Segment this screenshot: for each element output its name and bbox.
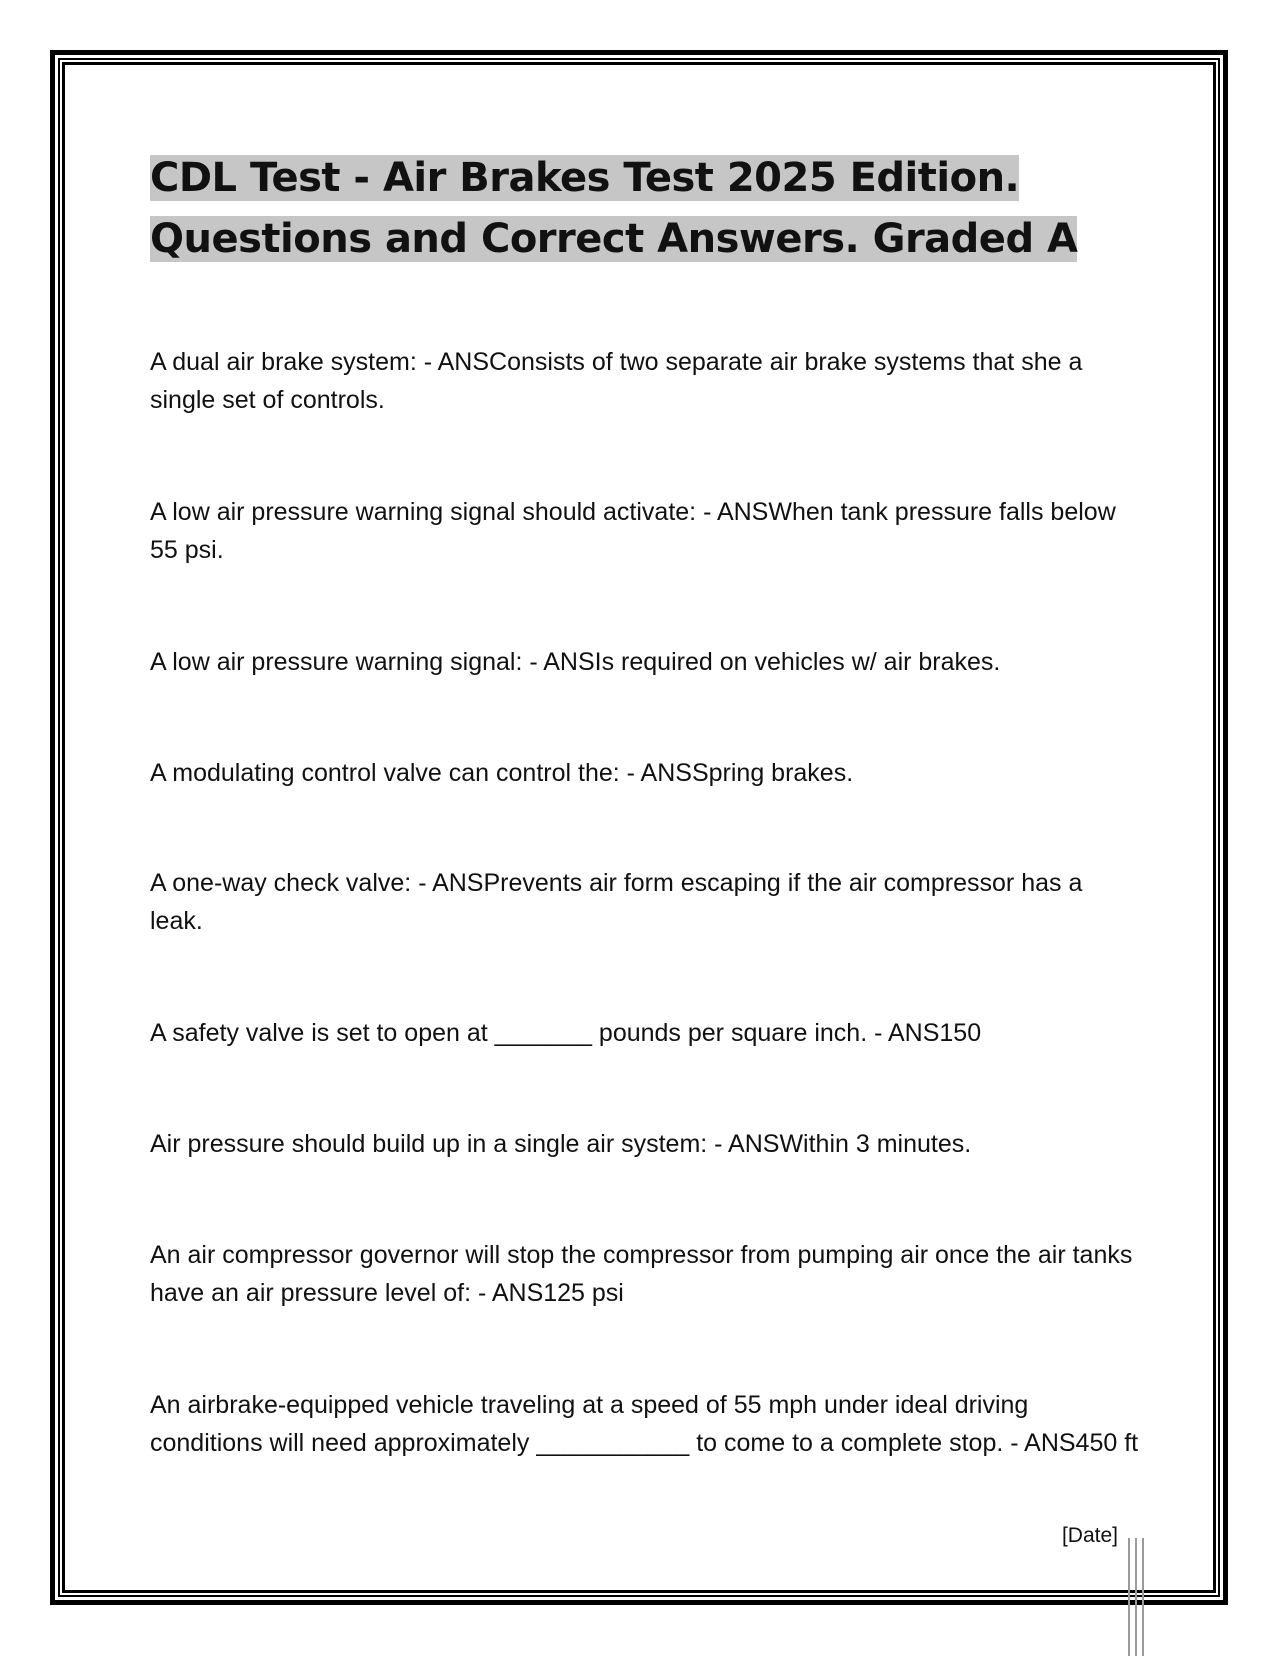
question-answer-item: A safety valve is set to open at _______ pounds per square inch. - ANS150	[150, 1019, 982, 1047]
question-answer-item: Air pressure should build up in a single air system: - ANSWithin 3 minutes.	[150, 1130, 972, 1158]
question-answer-item: A low air pressure warning signal: - ANSIs required on vehicles w/ air brakes.	[150, 648, 1001, 676]
title-line-2: Questions and Correct Answers. Graded A	[150, 216, 1078, 262]
question-answer-item: An air compressor governor will stop the compressor from pumping air once the air tanks have an air pressure level of: - ANS125 psi	[150, 1241, 1133, 1307]
page-border-inner	[62, 62, 1216, 1593]
document-title	[150, 148, 1150, 270]
question-answer-item: A low air pressure warning signal should activate: - ANSWhen tank pressure falls below 55 psi.	[150, 498, 1116, 564]
question-answer-item: A modulating control valve can control the: - ANSSpring brakes.	[150, 759, 854, 787]
decorative-vertical-lines	[1128, 1538, 1144, 1656]
question-answer-item: A dual air brake system: - ANSConsists of two separate air brake systems that she a single set of controls.	[150, 348, 1083, 414]
footer-date: [Date]	[1061, 1524, 1118, 1547]
question-answer-item: A one-way check valve: - ANSPrevents air form escaping if the air compressor has a leak.	[150, 869, 1083, 935]
question-answer-item: An airbrake-equipped vehicle traveling at a speed of 55 mph under ideal driving conditions will need approximately ___________ to come to a complete stop. - ANS450 ft	[150, 1391, 1139, 1457]
title-line-1: CDL Test - Air Brakes Test 2025 Edition.	[150, 155, 1020, 201]
